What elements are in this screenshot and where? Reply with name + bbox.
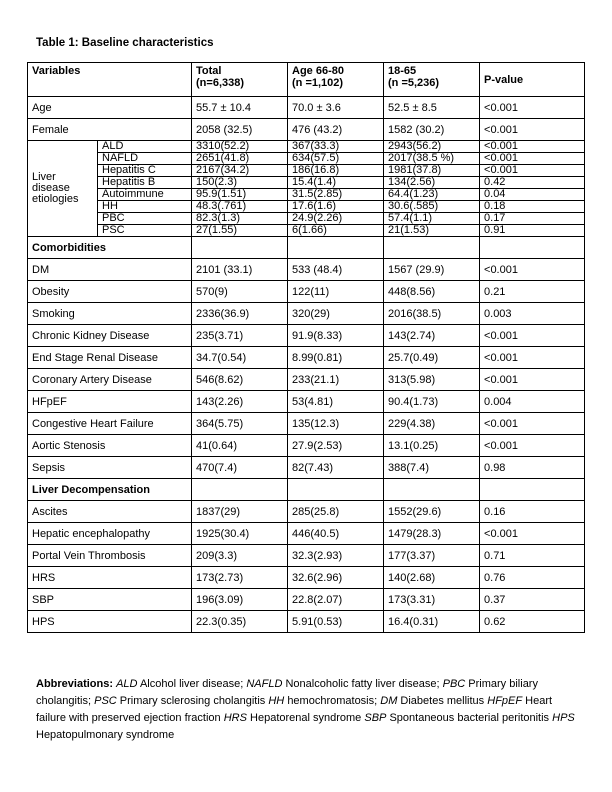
- cell-total: 2651(41.8): [192, 153, 288, 165]
- cell-total: 55.7 ± 10.4: [192, 97, 288, 119]
- abbreviation-term: PBC: [442, 678, 466, 690]
- row-label: Hepatic encephalopathy: [28, 523, 192, 545]
- table-title: Table 1: Baseline characteristics: [36, 37, 214, 49]
- cell-age-18-65: 2016(38.5): [384, 303, 480, 325]
- cell-total: 48.3(.761): [192, 201, 288, 213]
- cell-total: 3310(52.2): [192, 141, 288, 153]
- table-row: [28, 141, 585, 153]
- row-label: DM: [28, 259, 192, 281]
- cell-p-value: <0.001: [480, 347, 585, 369]
- section-empty: [480, 479, 585, 501]
- cell-total: 1837(29): [192, 501, 288, 523]
- cell-age-18-65: 388(7.4): [384, 457, 480, 479]
- cell-age-66-80: 22.8(2.07): [288, 589, 384, 611]
- abbreviations-note: [36, 676, 576, 744]
- table-row: [28, 165, 585, 177]
- table-row: [28, 303, 585, 325]
- cell-p-value: <0.001: [480, 97, 585, 119]
- cell-age-66-80: 634(57.5): [288, 153, 384, 165]
- cell-p-value: <0.001: [480, 435, 585, 457]
- abbreviation-item: [265, 695, 377, 707]
- cell-age-18-65: 313(5.98): [384, 369, 480, 391]
- cell-p-value: 0.003: [480, 303, 585, 325]
- cell-age-66-80: 17.6(1.6): [288, 201, 384, 213]
- section-liver-decompensation: [28, 479, 585, 501]
- liver-etiologies-label: Liver disease etiologies: [28, 141, 98, 237]
- row-label: NAFLD: [98, 153, 192, 165]
- row-label: Hepatitis C: [98, 165, 192, 177]
- table-row: [28, 325, 585, 347]
- abbreviation-item: [91, 695, 265, 707]
- cell-total: 2167(34.2): [192, 165, 288, 177]
- abbreviation-definition: Primary sclerosing cholangitis: [119, 695, 266, 707]
- cell-age-66-80: 70.0 ± 3.6: [288, 97, 384, 119]
- cell-total: 34.7(0.54): [192, 347, 288, 369]
- cell-age-18-65: 1582 (30.2): [384, 119, 480, 141]
- cell-p-value: 0.37: [480, 589, 585, 611]
- cell-p-value: 0.21: [480, 281, 585, 303]
- baseline-table: [27, 62, 585, 633]
- cell-total: 209(3.3): [192, 545, 288, 567]
- abbreviation-definition: hemochromatosis;: [287, 695, 378, 707]
- cell-p-value: <0.001: [480, 523, 585, 545]
- table-row: [28, 413, 585, 435]
- abbreviation-term: HPS: [552, 712, 575, 724]
- cell-p-value: <0.001: [480, 153, 585, 165]
- header-row: [28, 63, 585, 97]
- cell-age-66-80: 5.91(0.53): [288, 611, 384, 633]
- cell-total: 27(1.55): [192, 225, 288, 237]
- row-label: HFpEF: [28, 391, 192, 413]
- cell-total: 2336(36.9): [192, 303, 288, 325]
- section-title: Liver Decompensation: [28, 479, 192, 501]
- abbreviation-term: PSC: [94, 695, 117, 707]
- row-label: Obesity: [28, 281, 192, 303]
- section-comorbidities: [28, 237, 585, 259]
- abbreviation-item: [377, 695, 484, 707]
- cell-total: 41(0.64): [192, 435, 288, 457]
- cell-p-value: 0.004: [480, 391, 585, 413]
- header-age-66-80: Age 66-80 (n =1,102): [288, 63, 384, 97]
- cell-age-18-65: 21(1.53): [384, 225, 480, 237]
- cell-p-value: <0.001: [480, 141, 585, 153]
- cell-age-66-80: 367(33.3): [288, 141, 384, 153]
- abbreviation-definition: Nonalcoholic fatty liver disease;: [285, 678, 440, 690]
- cell-age-18-65: 52.5 ± 8.5: [384, 97, 480, 119]
- row-label: End Stage Renal Disease: [28, 347, 192, 369]
- section-empty: [480, 237, 585, 259]
- cell-total: 470(7.4): [192, 457, 288, 479]
- cell-age-66-80: 27.9(2.53): [288, 435, 384, 457]
- cell-total: 22.3(0.35): [192, 611, 288, 633]
- abbreviation-term: HFpEF: [487, 695, 523, 707]
- header-age-18-65: 18-65 (n =5,236): [384, 63, 480, 97]
- cell-p-value: 0.18: [480, 201, 585, 213]
- cell-age-66-80: 446(40.5): [288, 523, 384, 545]
- cell-age-66-80: 533 (48.4): [288, 259, 384, 281]
- cell-age-18-65: 25.7(0.49): [384, 347, 480, 369]
- row-label: Portal Vein Thrombosis: [28, 545, 192, 567]
- cell-age-18-65: 1981(37.8): [384, 165, 480, 177]
- cell-age-18-65: 1479(28.3): [384, 523, 480, 545]
- abbreviation-term: SBP: [364, 712, 387, 724]
- table-row: [28, 177, 585, 189]
- cell-age-18-65: 173(3.31): [384, 589, 480, 611]
- cell-age-66-80: 32.3(2.93): [288, 545, 384, 567]
- cell-total: 2058 (32.5): [192, 119, 288, 141]
- row-label: HRS: [28, 567, 192, 589]
- cell-age-18-65: 13.1(0.25): [384, 435, 480, 457]
- abbreviation-definition: Hepatopulmonary syndrome: [36, 729, 175, 741]
- row-label: Age: [28, 97, 192, 119]
- cell-p-value: 0.17: [480, 213, 585, 225]
- table-row: [28, 611, 585, 633]
- cell-age-66-80: 6(1.66): [288, 225, 384, 237]
- table-row: [28, 567, 585, 589]
- table-row: [28, 189, 585, 201]
- table-row: [28, 545, 585, 567]
- cell-age-66-80: 91.9(8.33): [288, 325, 384, 347]
- abbreviation-term: NAFLD: [246, 678, 283, 690]
- row-label: Coronary Artery Disease: [28, 369, 192, 391]
- row-label: Hepatitis B: [98, 177, 192, 189]
- abbreviation-definition: Spontaneous bacterial peritonitis: [389, 712, 550, 724]
- cell-age-66-80: 82(7.43): [288, 457, 384, 479]
- cell-total: 95.9(1.51): [192, 189, 288, 201]
- cell-age-66-80: 15.4(1.4): [288, 177, 384, 189]
- row-label: ALD: [98, 141, 192, 153]
- cell-age-18-65: 229(4.38): [384, 413, 480, 435]
- abbreviation-definition: Hepatorenal syndrome: [250, 712, 362, 724]
- table-row: [28, 347, 585, 369]
- cell-age-66-80: 285(25.8): [288, 501, 384, 523]
- cell-age-66-80: 32.6(2.96): [288, 567, 384, 589]
- row-label: HPS: [28, 611, 192, 633]
- cell-age-18-65: 1552(29.6): [384, 501, 480, 523]
- cell-age-66-80: 186(16.8): [288, 165, 384, 177]
- header-p-value: P-value: [480, 63, 585, 97]
- cell-age-18-65: 57.4(1.1): [384, 213, 480, 225]
- row-label: Congestive Heart Failure: [28, 413, 192, 435]
- cell-total: 546(8.62): [192, 369, 288, 391]
- cell-age-66-80: 320(29): [288, 303, 384, 325]
- cell-total: 150(2.3): [192, 177, 288, 189]
- cell-p-value: <0.001: [480, 119, 585, 141]
- cell-age-18-65: 1567 (29.9): [384, 259, 480, 281]
- cell-age-18-65: 90.4(1.73): [384, 391, 480, 413]
- abbreviation-item: [221, 712, 362, 724]
- cell-p-value: 0.62: [480, 611, 585, 633]
- row-label: PSC: [98, 225, 192, 237]
- abbreviation-item: [243, 678, 439, 690]
- row-label: Smoking: [28, 303, 192, 325]
- abbreviations-heading: Abbreviations:: [36, 678, 114, 690]
- table-row: [28, 281, 585, 303]
- cell-total: 196(3.09): [192, 589, 288, 611]
- cell-age-18-65: 64.4(1.23): [384, 189, 480, 201]
- abbreviation-term: DM: [380, 695, 398, 707]
- table-row: [28, 523, 585, 545]
- cell-p-value: 0.76: [480, 567, 585, 589]
- table-row: [28, 97, 585, 119]
- cell-total: 143(2.26): [192, 391, 288, 413]
- table-row: [28, 501, 585, 523]
- cell-age-18-65: 2943(56.2): [384, 141, 480, 153]
- cell-p-value: 0.71: [480, 545, 585, 567]
- section-empty: [192, 237, 288, 259]
- cell-p-value: 0.98: [480, 457, 585, 479]
- table-row: [28, 435, 585, 457]
- table-row: [28, 213, 585, 225]
- cell-age-18-65: 140(2.68): [384, 567, 480, 589]
- cell-age-18-65: 143(2.74): [384, 325, 480, 347]
- cell-p-value: 0.91: [480, 225, 585, 237]
- cell-age-18-65: 448(8.56): [384, 281, 480, 303]
- cell-age-18-65: 177(3.37): [384, 545, 480, 567]
- cell-age-66-80: 8.99(0.81): [288, 347, 384, 369]
- table-row: [28, 259, 585, 281]
- row-label: SBP: [28, 589, 192, 611]
- section-empty: [192, 479, 288, 501]
- cell-age-18-65: 16.4(0.31): [384, 611, 480, 633]
- cell-age-66-80: 122(11): [288, 281, 384, 303]
- section-empty: [384, 479, 480, 501]
- abbreviation-item: [361, 712, 549, 724]
- abbreviation-definition: Alcohol liver disease;: [139, 678, 244, 690]
- header-variables: Variables: [28, 63, 192, 97]
- section-title: Comorbidities: [28, 237, 192, 259]
- table-row: [28, 225, 585, 237]
- cell-total: 570(9): [192, 281, 288, 303]
- abbreviation-item: [116, 678, 243, 690]
- cell-total: 235(3.71): [192, 325, 288, 347]
- row-label: Autoimmune: [98, 189, 192, 201]
- cell-p-value: 0.04: [480, 189, 585, 201]
- table-row: [28, 369, 585, 391]
- cell-total: 173(2.73): [192, 567, 288, 589]
- abbreviation-definition: Diabetes mellitus: [400, 695, 485, 707]
- table-row: [28, 153, 585, 165]
- section-empty: [288, 479, 384, 501]
- abbreviation-term: HH: [268, 695, 285, 707]
- cell-p-value: <0.001: [480, 369, 585, 391]
- cell-age-66-80: 31.5(2.85): [288, 189, 384, 201]
- row-label: Chronic Kidney Disease: [28, 325, 192, 347]
- cell-age-66-80: 53(4.81): [288, 391, 384, 413]
- cell-p-value: <0.001: [480, 259, 585, 281]
- row-label: Female: [28, 119, 192, 141]
- cell-total: 82.3(1.3): [192, 213, 288, 225]
- row-label: PBC: [98, 213, 192, 225]
- cell-total: 364(5.75): [192, 413, 288, 435]
- cell-total: 1925(30.4): [192, 523, 288, 545]
- cell-age-66-80: 476 (43.2): [288, 119, 384, 141]
- section-empty: [384, 237, 480, 259]
- cell-age-18-65: 2017(38.5 %): [384, 153, 480, 165]
- row-label: Sepsis: [28, 457, 192, 479]
- cell-age-18-65: 134(2.56): [384, 177, 480, 189]
- cell-p-value: <0.001: [480, 165, 585, 177]
- header-total: Total (n=6,338): [192, 63, 288, 97]
- abbreviation-term: ALD: [116, 678, 138, 690]
- table-row: [28, 589, 585, 611]
- cell-total: 2101 (33.1): [192, 259, 288, 281]
- cell-p-value: <0.001: [480, 325, 585, 347]
- abbreviation-definition: Heart failure with preserved ejection fraction: [36, 695, 553, 724]
- cell-p-value: 0.16: [480, 501, 585, 523]
- cell-age-66-80: 24.9(2.26): [288, 213, 384, 225]
- table-row: [28, 391, 585, 413]
- row-label: Aortic Stenosis: [28, 435, 192, 457]
- abbreviation-term: HRS: [223, 712, 247, 724]
- cell-age-18-65: 30.6(.585): [384, 201, 480, 213]
- table-row: [28, 201, 585, 213]
- table-row: [28, 457, 585, 479]
- row-label: HH: [98, 201, 192, 213]
- cell-p-value: 0.42: [480, 177, 585, 189]
- table-row: [28, 119, 585, 141]
- cell-age-66-80: 135(12.3): [288, 413, 384, 435]
- row-label: Ascites: [28, 501, 192, 523]
- cell-p-value: <0.001: [480, 413, 585, 435]
- section-empty: [288, 237, 384, 259]
- cell-age-66-80: 233(21.1): [288, 369, 384, 391]
- abbreviation-definition: Primary biliary cholangitis;: [36, 678, 538, 707]
